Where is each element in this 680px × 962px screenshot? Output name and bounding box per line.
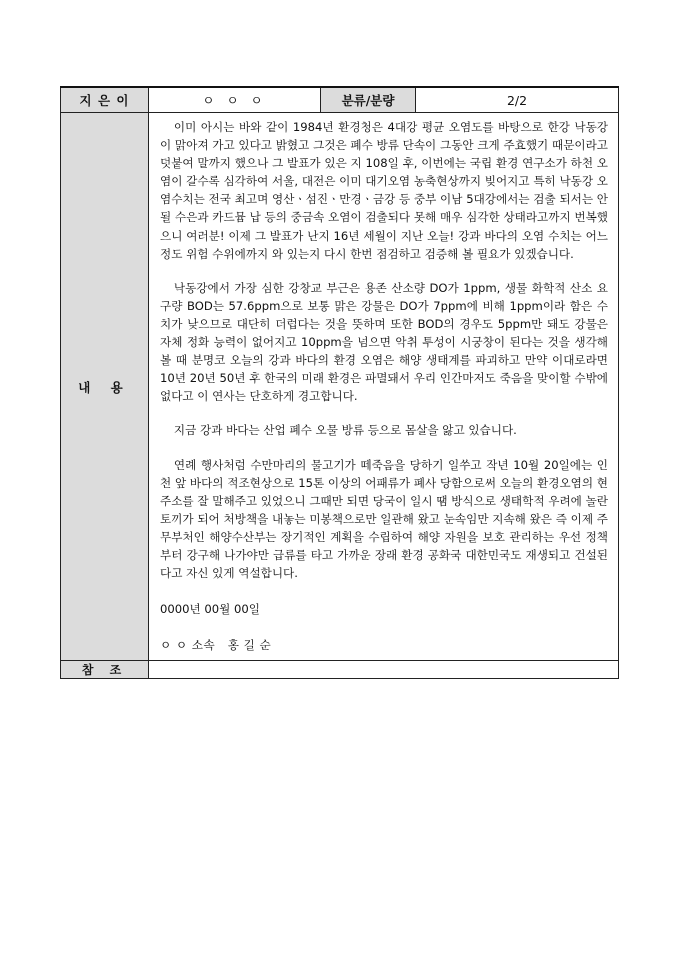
- paragraph-3: 지금 강과 바다는 산업 폐수 오물 방류 등으로 몸살을 앓고 있습니다.: [173, 423, 517, 438]
- reference-row: [61, 661, 619, 679]
- content-body: [149, 113, 619, 661]
- paragraph-4: 연례 행사처럼 수만마리의 물고기가 떼죽음을 당하기 일쑤고 작년 10월 20일에는 인천 앞 바다의 적조현상으로 15톤 이상의 어패류가 폐사 당함으로써 오늘의 환경오염의 현주소를 잘 말해주고 있었으니 그때만 되면 당국이 일시 땜 방식으로 생태학적 우려에 놀란 토끼가 되어 처방책을 내놓는 미봉책으로만 일관해 왔고 눈속임만 지속해 왔은 즉 이제 주무부처인 해양수산부는 장기적인 계획을 수립하여 해양 자원을 보호 관리하는 우선 정책부터 강구해 나가야만 급류를 타고 가까운 장래 환경 공화국 대한민국도 재생되고 건설된다고 자신 있게 역설합니다.: [160, 457, 608, 581]
- header-row: [61, 87, 619, 113]
- document-form-table: [60, 86, 619, 679]
- content-row: [61, 113, 619, 661]
- signature: ㅇ ㅇ 소속 홍 길 순: [160, 638, 272, 653]
- author-label: 지 은 이: [61, 87, 149, 113]
- content-label: 내 용: [61, 113, 149, 661]
- paragraph-2: 낙동강에서 가장 심한 강창교 부근은 용존 산소량 DO가 1ppm, 생물 화학적 산소 요구량 BOD는 57.6ppm으로 보통 맑은 강물은 DO가 7ppm에 비해 1ppm이라 함은 수치가 낮으므로 대단히 더럽다는 것을 뜻하며 또한 BOD의 경우도 5ppm만 돼도 강물은 자체 정화 능력이 없어지고 10ppm을 넘으면 악취 투성이 시궁창이 된다는 것을 생각해 볼 때 분명코 오늘의 강과 바다의 환경 오염은 해양 생태계를 파괴하고 만약 이대로라면 10년 20년 50년 후 한국의 미래 환경은 파멸돼서 우리 인간마저도 죽음을 맞이할 수밖에 없다고 이 연사는 단호하게 경고합니다.: [160, 280, 608, 404]
- paragraph-1: 이미 아시는 바와 같이 1984년 환경청은 4대강 평균 오염도를 바탕으로 한강 낙동강이 맑아져 가고 있다고 밝혔고 그것은 폐수 방류 단속이 그동안 크게 주효했기 때문이라고 덧붙여 말까지 했으나 그 발표가 있은 지 108일 후, 이번에는 국립 환경 연구소가 하천 오염이 갈수록 심각하여 서울, 대전은 이미 대기오염 농축현상까지 빚어지고 특히 낙동강 오염수치는 전국 최고며 영산ㆍ섬진ㆍ만경ㆍ금강 등 중부 이남 5대강에서는 검출 되서는 안될 수은과 카드뮴 납 등의 중금속 오염이 검출되다 못해 매우 심각한 상태라고까지 번복했으니 여러분! 이제 그 발표가 난지 16년 세월이 지난 오늘! 강과 바다의 오염 수치는 어느 정도 위험 수위에까지 와 있는지 다시 한번 점검하고 검증해 볼 필요가 있겠습니다.: [160, 120, 608, 261]
- reference-value: [149, 661, 619, 679]
- reference-label: 참 조: [61, 661, 149, 679]
- category-label: 분류/분량: [321, 87, 416, 113]
- document-date: 0000년 00월 00일: [160, 602, 260, 617]
- author-value: ㅇ ㅇ ㅇ: [149, 87, 321, 113]
- category-value: 2/2: [416, 87, 619, 113]
